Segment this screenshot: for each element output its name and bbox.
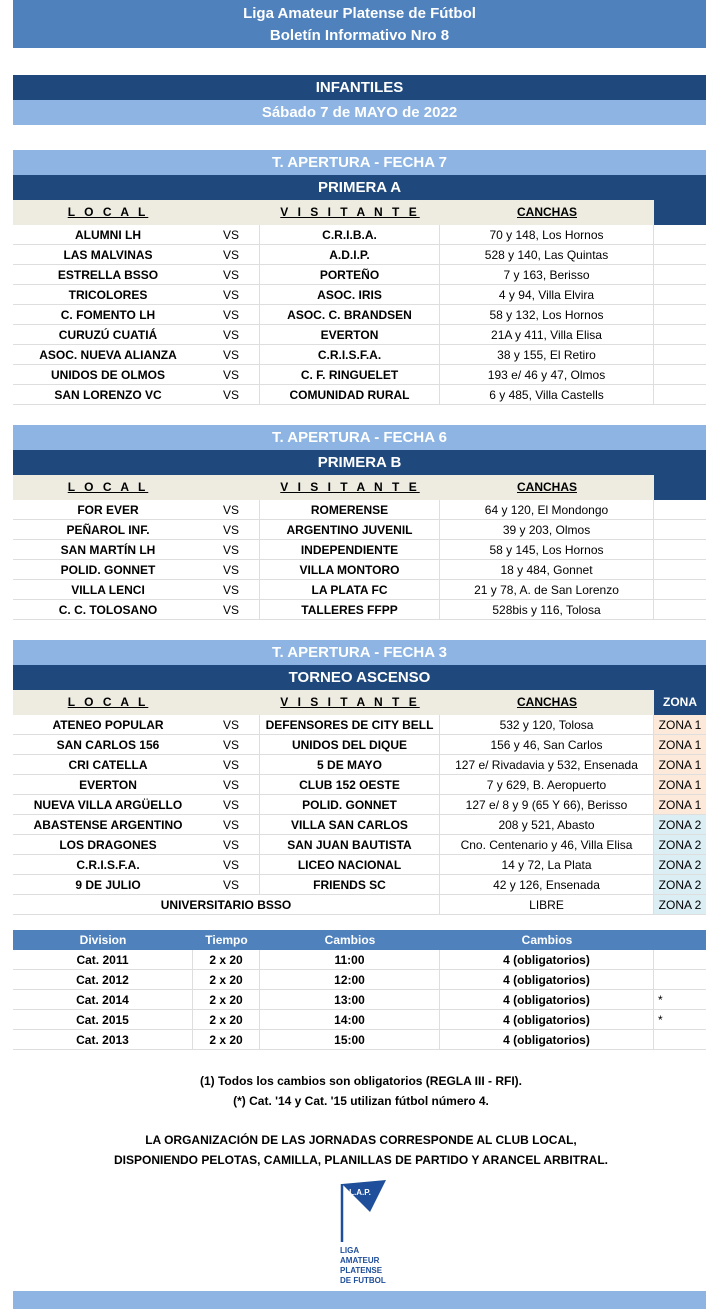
empty-cell	[654, 285, 706, 304]
note-cambios: (1) Todos los cambios son obligatorios (REGLA III - RFI).	[199, 1074, 522, 1088]
logo-line-1: LIGA	[340, 1246, 360, 1255]
column-header-row	[13, 690, 706, 715]
column-header-row	[13, 200, 706, 225]
visiting-team: POLID. GONNET	[260, 795, 440, 814]
field-location: 127 e/ Rivadavia y 532, Ensenada	[440, 755, 654, 774]
match-row	[13, 735, 706, 755]
empty-cell	[654, 520, 706, 539]
local-team: LOS DRAGONES	[59, 838, 157, 852]
field-location: 70 y 148, Los Hornos	[440, 225, 654, 244]
col-canchas: CANCHAS	[440, 690, 654, 715]
visiting-team: ARGENTINO JUVENIL	[260, 520, 440, 539]
empty-cell	[654, 540, 706, 559]
categories-col-header: Tiempo	[205, 933, 248, 947]
local-team: UNIDOS DE OLMOS	[50, 368, 165, 382]
empty-cell	[654, 580, 706, 599]
local-team: ESTRELLA BSSO	[57, 268, 159, 282]
zona-badge: ZONA 1	[654, 735, 706, 754]
division-title: PRIMERA B	[13, 450, 706, 475]
match-row	[13, 540, 706, 560]
match-row	[13, 385, 706, 405]
category-mark	[654, 970, 706, 989]
vs-label: VS	[203, 540, 260, 559]
field-location: 208 y 521, Abasto	[440, 815, 654, 834]
category-division: Cat. 2012	[13, 970, 193, 989]
col-visitante: V I S I T A N T E	[260, 475, 440, 500]
local-team: CURUZÚ CUATIÁ	[58, 328, 158, 342]
visiting-team: INDEPENDIENTE	[260, 540, 440, 559]
col-local: L O C A L	[13, 690, 203, 715]
division-title: PRIMERA A	[13, 175, 706, 200]
empty-cell	[654, 345, 706, 364]
zona-badge: ZONA 2	[654, 895, 706, 914]
category-tiempo: 2 x 20	[193, 1030, 260, 1049]
col-blank	[654, 475, 706, 500]
local-team: ATENEO POPULAR	[52, 718, 164, 732]
local-team: CRI CATELLA	[68, 758, 148, 772]
visiting-team: C. F. RINGUELET	[260, 365, 440, 384]
local-team: POLID. GONNET	[60, 563, 156, 577]
empty-cell	[654, 500, 706, 519]
match-row	[13, 815, 706, 835]
division-title: TORNEO ASCENSO	[13, 665, 706, 690]
empty-cell	[654, 325, 706, 344]
vs-label: VS	[203, 715, 260, 734]
col-blank	[654, 200, 706, 225]
visiting-team: LA PLATA FC	[260, 580, 440, 599]
vs-label: VS	[203, 225, 260, 244]
category-cambios: 4 (obligatorios)	[440, 950, 654, 969]
vs-label: VS	[203, 580, 260, 599]
logo-line-2: AMATEUR	[340, 1256, 380, 1265]
local-team: C. C. TOLOSANO	[58, 603, 158, 617]
categories-col-header: Cambios	[521, 933, 573, 947]
category-title: INFANTILES	[13, 75, 706, 100]
category-division: Cat. 2011	[13, 950, 193, 969]
libre-team: UNIVERSITARIO BSSO	[13, 895, 440, 914]
visiting-team: FRIENDS SC	[260, 875, 440, 894]
visiting-team: LICEO NACIONAL	[260, 855, 440, 874]
vs-label: VS	[203, 385, 260, 404]
category-mark	[654, 1030, 706, 1049]
vs-label: VS	[203, 345, 260, 364]
categories-table	[13, 930, 706, 1050]
category-hora: 13:00	[260, 990, 440, 1009]
logo-line-3: PLATENSE	[340, 1266, 383, 1275]
category-tiempo: 2 x 20	[193, 970, 260, 989]
match-row	[13, 755, 706, 775]
col-canchas: CANCHAS	[440, 475, 654, 500]
category-cambios: 4 (obligatorios)	[440, 1010, 654, 1029]
field-location: 156 y 46, San Carlos	[440, 735, 654, 754]
local-team: SAN LORENZO VC	[54, 388, 162, 402]
visiting-team: ASOC. IRIS	[260, 285, 440, 304]
category-mark	[654, 950, 706, 969]
match-row	[13, 580, 706, 600]
col-vs-blank	[203, 200, 260, 225]
col-canchas: CANCHAS	[440, 200, 654, 225]
visiting-team: VILLA MONTORO	[260, 560, 440, 579]
local-team: ASOC. NUEVA ALIANZA	[39, 348, 177, 362]
vs-label: VS	[203, 245, 260, 264]
zona-badge: ZONA 2	[654, 875, 706, 894]
match-row	[13, 500, 706, 520]
local-team: 9 DE JULIO	[75, 878, 141, 892]
col-vs-blank	[203, 690, 260, 715]
match-row	[13, 795, 706, 815]
category-division: Cat. 2014	[13, 990, 193, 1009]
vs-label: VS	[203, 305, 260, 324]
vs-label: VS	[203, 365, 260, 384]
bulletin-number: Boletín Informativo Nro 8	[269, 27, 450, 44]
category-mark: *	[658, 993, 663, 1007]
col-local: L O C A L	[13, 475, 203, 500]
zona-badge: ZONA 2	[654, 835, 706, 854]
match-row	[13, 855, 706, 875]
col-local: L O C A L	[13, 200, 203, 225]
local-team: EVERTON	[79, 778, 137, 792]
visiting-team: C.R.I.S.F.A.	[260, 345, 440, 364]
note-pelota: (*) Cat. '14 y Cat. '15 utilizan fútbol número 4.	[233, 1094, 489, 1108]
local-team: PEÑAROL INF.	[66, 523, 150, 537]
col-vs-blank	[203, 475, 260, 500]
empty-cell	[654, 365, 706, 384]
field-location: 42 y 126, Ensenada	[440, 875, 654, 894]
empty-cell	[654, 560, 706, 579]
visiting-team: 5 DE MAYO	[260, 755, 440, 774]
local-team: ALUMNI LH	[75, 228, 141, 242]
field-location: 21A y 411, Villa Elisa	[440, 325, 654, 344]
category-cambios: 4 (obligatorios)	[440, 990, 654, 1009]
footer-band	[13, 1291, 706, 1309]
vs-label: VS	[203, 875, 260, 894]
visiting-team: VILLA SAN CARLOS	[260, 815, 440, 834]
field-location: 528bis y 116, Tolosa	[440, 600, 654, 619]
category-row	[13, 970, 706, 990]
vs-label: VS	[203, 775, 260, 794]
league-logo	[336, 1180, 396, 1290]
fecha-title: T. APERTURA - FECHA 6	[13, 425, 706, 450]
libre-label: LIBRE	[440, 895, 654, 914]
match-row	[13, 245, 706, 265]
category-hora: 12:00	[260, 970, 440, 989]
visiting-team: SAN JUAN BAUTISTA	[260, 835, 440, 854]
empty-cell	[654, 385, 706, 404]
vs-label: VS	[203, 815, 260, 834]
visiting-team: UNIDOS DEL DIQUE	[260, 735, 440, 754]
categories-col-header: Cambios	[324, 933, 376, 947]
org-note-line1: LA ORGANIZACIÓN DE LAS JORNADAS CORRESPONDE AL CLUB LOCAL,	[145, 1133, 577, 1147]
category-hora: 11:00	[260, 950, 440, 969]
categories-col-header: Division	[79, 933, 127, 947]
local-team: SAN CARLOS 156	[56, 738, 160, 752]
category-mark: *	[658, 1013, 663, 1027]
visiting-team: DEFENSORES DE CITY BELL	[260, 715, 440, 734]
field-location: 532 y 120, Tolosa	[440, 715, 654, 734]
field-location: 38 y 155, El Retiro	[440, 345, 654, 364]
zona-badge: ZONA 2	[654, 855, 706, 874]
vs-label: VS	[203, 520, 260, 539]
field-location: Cno. Centenario y 46, Villa Elisa	[440, 835, 654, 854]
fecha-title: T. APERTURA - FECHA 7	[13, 150, 706, 175]
zona-badge: ZONA 1	[654, 775, 706, 794]
local-team: LAS MALVINAS	[63, 248, 153, 262]
vs-label: VS	[203, 855, 260, 874]
column-header-row	[13, 475, 706, 500]
match-row	[13, 875, 706, 895]
empty-cell	[654, 305, 706, 324]
match-row	[13, 365, 706, 385]
vs-label: VS	[203, 560, 260, 579]
zona-badge: ZONA 2	[654, 815, 706, 834]
match-row	[13, 225, 706, 245]
fecha-title: T. APERTURA - FECHA 3	[13, 640, 706, 665]
visiting-team: COMUNIDAD RURAL	[260, 385, 440, 404]
zona-badge: ZONA 1	[654, 755, 706, 774]
zona-badge: ZONA 1	[654, 795, 706, 814]
field-location: 4 y 94, Villa Elvira	[440, 285, 654, 304]
league-name: Liga Amateur Platense de Fútbol	[243, 5, 476, 22]
section-primera-a	[13, 150, 706, 405]
category-hora: 14:00	[260, 1010, 440, 1029]
visiting-team: CLUB 152 OESTE	[260, 775, 440, 794]
vs-label: VS	[203, 325, 260, 344]
match-row	[13, 265, 706, 285]
match-row	[13, 835, 706, 855]
category-division: Cat. 2013	[13, 1030, 193, 1049]
logo-flag-text: L.A.P.	[349, 1188, 371, 1197]
field-location: 127 e/ 8 y 9 (65 Y 66), Berisso	[440, 795, 654, 814]
visiting-team: EVERTON	[260, 325, 440, 344]
col-visitante: V I S I T A N T E	[260, 690, 440, 715]
field-location: 6 y 485, Villa Castells	[440, 385, 654, 404]
visiting-team: A.D.I.P.	[260, 245, 440, 264]
categories-header-row	[13, 930, 706, 950]
field-location: 18 y 484, Gonnet	[440, 560, 654, 579]
category-cambios: 4 (obligatorios)	[440, 970, 654, 989]
local-team: FOR EVER	[77, 503, 139, 517]
category-tiempo: 2 x 20	[193, 1010, 260, 1029]
match-row	[13, 775, 706, 795]
match-row	[13, 285, 706, 305]
field-location: 7 y 629, B. Aeropuerto	[440, 775, 654, 794]
category-row	[13, 1010, 706, 1030]
categories-col-header-blank	[654, 930, 706, 950]
visiting-team: PORTEÑO	[260, 265, 440, 284]
local-team: C. FOMENTO LH	[60, 308, 156, 322]
local-team: NUEVA VILLA ARGÜELLO	[33, 798, 183, 812]
vs-label: VS	[203, 755, 260, 774]
empty-cell	[654, 600, 706, 619]
col-visitante: V I S I T A N T E	[260, 200, 440, 225]
col-zona: ZONA	[654, 690, 706, 715]
field-location: 64 y 120, El Mondongo	[440, 500, 654, 519]
visiting-team: ASOC. C. BRANDSEN	[260, 305, 440, 324]
field-location: 7 y 163, Berisso	[440, 265, 654, 284]
libre-row	[13, 895, 706, 915]
category-row	[13, 990, 706, 1010]
local-team: C.R.I.S.F.A.	[76, 858, 140, 872]
logo-line-4: DE FUTBOL	[340, 1276, 386, 1285]
category-tiempo: 2 x 20	[193, 990, 260, 1009]
field-location: 58 y 145, Los Hornos	[440, 540, 654, 559]
vs-label: VS	[203, 600, 260, 619]
match-row	[13, 560, 706, 580]
field-location: 193 e/ 46 y 47, Olmos	[440, 365, 654, 384]
section-torneo-ascenso	[13, 640, 706, 915]
category-row	[13, 950, 706, 970]
field-location: 39 y 203, Olmos	[440, 520, 654, 539]
vs-label: VS	[203, 735, 260, 754]
local-team: VILLA LENCI	[71, 583, 145, 597]
local-team: SAN MARTÍN LH	[60, 543, 156, 557]
vs-label: VS	[203, 265, 260, 284]
visiting-team: C.R.I.B.A.	[260, 225, 440, 244]
vs-label: VS	[203, 835, 260, 854]
empty-cell	[654, 265, 706, 284]
field-location: 14 y 72, La Plata	[440, 855, 654, 874]
local-team: ABASTENSE ARGENTINO	[33, 818, 183, 832]
field-location: 21 y 78, A. de San Lorenzo	[440, 580, 654, 599]
category-row	[13, 1030, 706, 1050]
local-team: TRICOLORES	[68, 288, 148, 302]
category-cambios: 4 (obligatorios)	[440, 1030, 654, 1049]
empty-cell	[654, 225, 706, 244]
field-location: 58 y 132, Los Hornos	[440, 305, 654, 324]
vs-label: VS	[203, 795, 260, 814]
zona-badge: ZONA 1	[654, 715, 706, 734]
match-row	[13, 520, 706, 540]
match-row	[13, 600, 706, 620]
match-row	[13, 305, 706, 325]
match-row	[13, 325, 706, 345]
bulletin-header	[13, 0, 706, 48]
category-tiempo: 2 x 20	[193, 950, 260, 969]
field-location: 528 y 140, Las Quintas	[440, 245, 654, 264]
category-hora: 15:00	[260, 1030, 440, 1049]
vs-label: VS	[203, 285, 260, 304]
category-date: Sábado 7 de MAYO de 2022	[13, 100, 706, 125]
category-division: Cat. 2015	[13, 1010, 193, 1029]
visiting-team: TALLERES FFPP	[260, 600, 440, 619]
vs-label: VS	[203, 500, 260, 519]
empty-cell	[654, 245, 706, 264]
visiting-team: ROMERENSE	[260, 500, 440, 519]
org-note-line2: DISPONIENDO PELOTAS, CAMILLA, PLANILLAS DE PARTIDO Y ARANCEL ARBITRAL.	[113, 1153, 608, 1167]
section-primera-b	[13, 425, 706, 620]
match-row	[13, 715, 706, 735]
match-row	[13, 345, 706, 365]
